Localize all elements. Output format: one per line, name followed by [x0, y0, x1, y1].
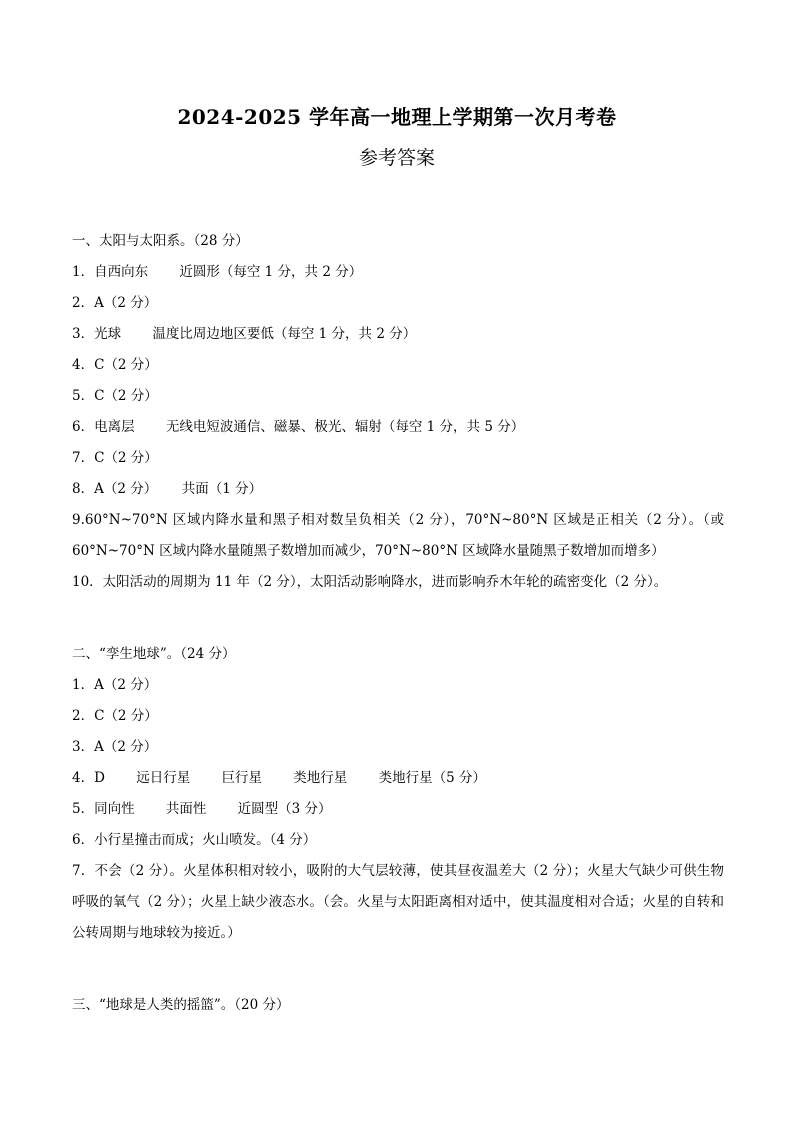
answer-item: 6．电离层 无线电短波通信、磁暴、极光、辐射（每空 1 分，共 5 分）	[72, 419, 525, 435]
answer-item: 3．光球 温度比周边地区要低（每空 1 分，共 2 分）	[72, 326, 417, 342]
answer-item: 6．小行星撞击而成；火山喷发。（4 分）	[72, 832, 317, 848]
answer-item: 5．C（2 分）	[72, 388, 158, 404]
answer-item: 1．A（2 分）	[72, 677, 158, 693]
answer-item: 7．不会（2 分）。火星体积相对较小，吸附的大气层较薄，使其昼夜温差大（2 分）；火星大气缺少可供生物呼吸的氧气（2 分）；火星上缺少液态水。（会。火星与太阳距离相对适中，使其温度相对合适；火星的自转和公转周期与地球较为接近。）	[72, 863, 724, 941]
section-heading-3: 三、“地球是人类的摇篮”。（20 分）	[72, 997, 290, 1013]
answer-item: 7．C（2 分）	[72, 450, 158, 466]
answer-content	[72, 226, 724, 1021]
section-heading-1: 一、太阳与太阳系。（28 分）	[72, 233, 249, 249]
answer-item: 9.60°N~70°N 区域内降水量和黑子相对数呈负相关（2 分），70°N~80°N 区域是正相关（2 分）。（或 60°N~70°N 区域内降水量随黑子数增加而减少，70°N~80°N 区域降水量随黑子数增加而增多）	[72, 512, 724, 559]
answer-item: 10．太阳活动的周期为 11 年（2 分），太阳活动影响降水，进而影响乔木年轮的疏密变化（2 分）。	[72, 574, 668, 590]
answer-item: 1．自西向东 近圆形（每空 1 分，共 2 分）	[72, 264, 363, 280]
section-spacer	[72, 598, 724, 639]
section-heading-2: 二、“孪生地球”。（24 分）	[72, 646, 236, 662]
answer-item: 3．A（2 分）	[72, 739, 158, 755]
page-subtitle: 参考答案	[358, 147, 435, 169]
answer-item: 4．C（2 分）	[72, 357, 158, 373]
answer-item: 8．A（2 分） 共面（1 分）	[72, 481, 263, 497]
answer-item: 5．同向性 共面性 近圆型（3 分）	[72, 801, 332, 817]
answer-item: 2．A（2 分）	[72, 295, 158, 311]
answer-item: 2．C（2 分）	[72, 708, 158, 724]
page-title: 2024-2025 学年高一地理上学期第一次月考卷	[177, 105, 617, 129]
answer-item: 4．D 远日行星 巨行星 类地行星 类地行星（5 分）	[72, 770, 486, 786]
section-spacer	[72, 949, 724, 990]
